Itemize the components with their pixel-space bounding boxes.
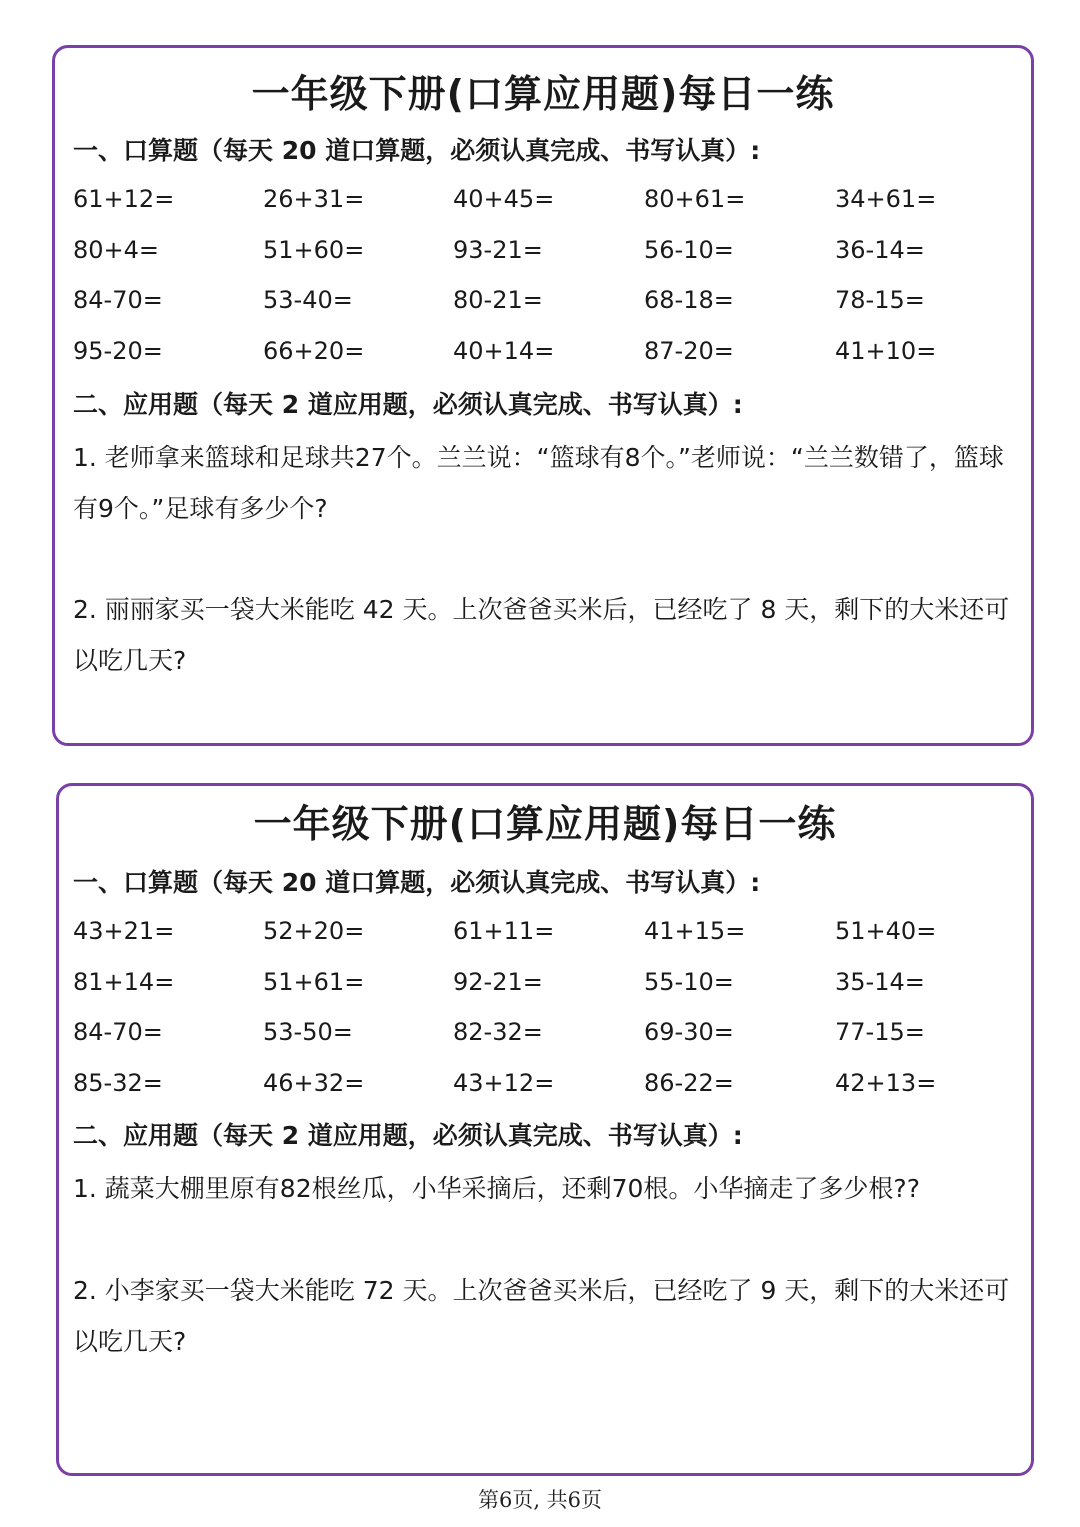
mental-math-grid xyxy=(73,182,1023,384)
word-problem-2: 2. 小李家买一袋大米能吃 72 天。上次爸爸买米后，已经吃了 9 天，剩下的大米还可以吃几天? xyxy=(73,1276,1010,1356)
arithmetic-item: 82-32= xyxy=(453,1018,543,1046)
arithmetic-item: 87-20= xyxy=(644,336,734,365)
arithmetic-item: 40+14= xyxy=(453,336,555,365)
problem-row xyxy=(73,334,1023,385)
arithmetic-item: 84-70= xyxy=(73,286,163,314)
arithmetic-item: 68-18= xyxy=(644,286,734,314)
arithmetic-item: 85-32= xyxy=(73,1068,163,1097)
arithmetic-item: 34+61= xyxy=(835,185,937,213)
arithmetic-item: 66+20= xyxy=(263,336,365,365)
word-problem-heading: 二、应用题（每天 2 道应用题，必须认真完成、书写认真）: xyxy=(73,1121,743,1150)
mental-math-grid xyxy=(73,914,1023,1116)
mental-math-heading: 一、口算题（每天 20 道口算题，必须认真完成、书写认真）: xyxy=(73,136,761,165)
arithmetic-item: 78-15= xyxy=(835,286,925,314)
arithmetic-item: 92-21= xyxy=(453,967,543,996)
worksheet-card-2 xyxy=(56,783,1034,1476)
word-problem-heading: 二、应用题（每天 2 道应用题，必须认真完成、书写认真）: xyxy=(73,390,743,419)
arithmetic-item: 86-22= xyxy=(644,1068,734,1097)
arithmetic-item: 52+20= xyxy=(263,917,365,945)
word-problem-1: 1. 蔬菜大棚里原有82根丝瓜，小华采摘后，还剩70根。小华摘走了多少根?? xyxy=(73,1174,920,1203)
arithmetic-item: 41+15= xyxy=(644,917,746,945)
arithmetic-item: 51+60= xyxy=(263,235,365,264)
arithmetic-item: 43+21= xyxy=(73,917,175,945)
worksheet-title: 一年级下册(口算应用题)每日一练 xyxy=(253,802,837,846)
arithmetic-item: 80+4= xyxy=(73,235,160,264)
mental-math-heading: 一、口算题（每天 20 道口算题，必须认真完成、书写认真）: xyxy=(73,868,761,897)
arithmetic-item: 26+31= xyxy=(263,185,365,213)
arithmetic-item: 95-20= xyxy=(73,336,163,365)
word-problem-2: 2. 丽丽家买一袋大米能吃 42 天。上次爸爸买米后，已经吃了 8 天，剩下的大米还可以吃几天? xyxy=(73,595,1010,675)
arithmetic-item: 51+40= xyxy=(835,917,937,945)
problem-row xyxy=(73,965,1023,1016)
arithmetic-item: 36-14= xyxy=(835,235,925,264)
arithmetic-item: 81+14= xyxy=(73,967,175,996)
arithmetic-item: 43+12= xyxy=(453,1068,555,1097)
arithmetic-item: 61+12= xyxy=(73,185,175,213)
problem-row xyxy=(73,914,1023,965)
arithmetic-item: 55-10= xyxy=(644,967,734,996)
arithmetic-item: 51+61= xyxy=(263,967,365,996)
worksheet-card-1 xyxy=(52,45,1034,746)
page-footer: 第6页, 共6页 xyxy=(477,1488,603,1512)
arithmetic-item: 41+10= xyxy=(835,336,937,365)
arithmetic-item: 80+61= xyxy=(644,185,746,213)
arithmetic-item: 69-30= xyxy=(644,1018,734,1046)
arithmetic-item: 80-21= xyxy=(453,286,543,314)
problem-row xyxy=(73,1015,1023,1066)
problem-row xyxy=(73,182,1023,233)
problem-row xyxy=(73,233,1023,284)
problem-row xyxy=(73,283,1023,334)
arithmetic-item: 61+11= xyxy=(453,917,555,945)
arithmetic-item: 40+45= xyxy=(453,185,555,213)
arithmetic-item: 46+32= xyxy=(263,1068,365,1097)
arithmetic-item: 42+13= xyxy=(835,1068,937,1097)
worksheet-title: 一年级下册(口算应用题)每日一练 xyxy=(251,72,835,116)
arithmetic-item: 53-40= xyxy=(263,286,353,314)
word-problem-1: 1. 老师拿来篮球和足球共27个。兰兰说：“篮球有8个。”老师说：“兰兰数错了，篮球有9个。”足球有多少个? xyxy=(73,443,1004,523)
arithmetic-item: 93-21= xyxy=(453,235,543,264)
arithmetic-item: 35-14= xyxy=(835,967,925,996)
problem-row xyxy=(73,1066,1023,1117)
arithmetic-item: 84-70= xyxy=(73,1018,163,1046)
arithmetic-item: 53-50= xyxy=(263,1018,353,1046)
arithmetic-item: 56-10= xyxy=(644,235,734,264)
arithmetic-item: 77-15= xyxy=(835,1018,925,1046)
